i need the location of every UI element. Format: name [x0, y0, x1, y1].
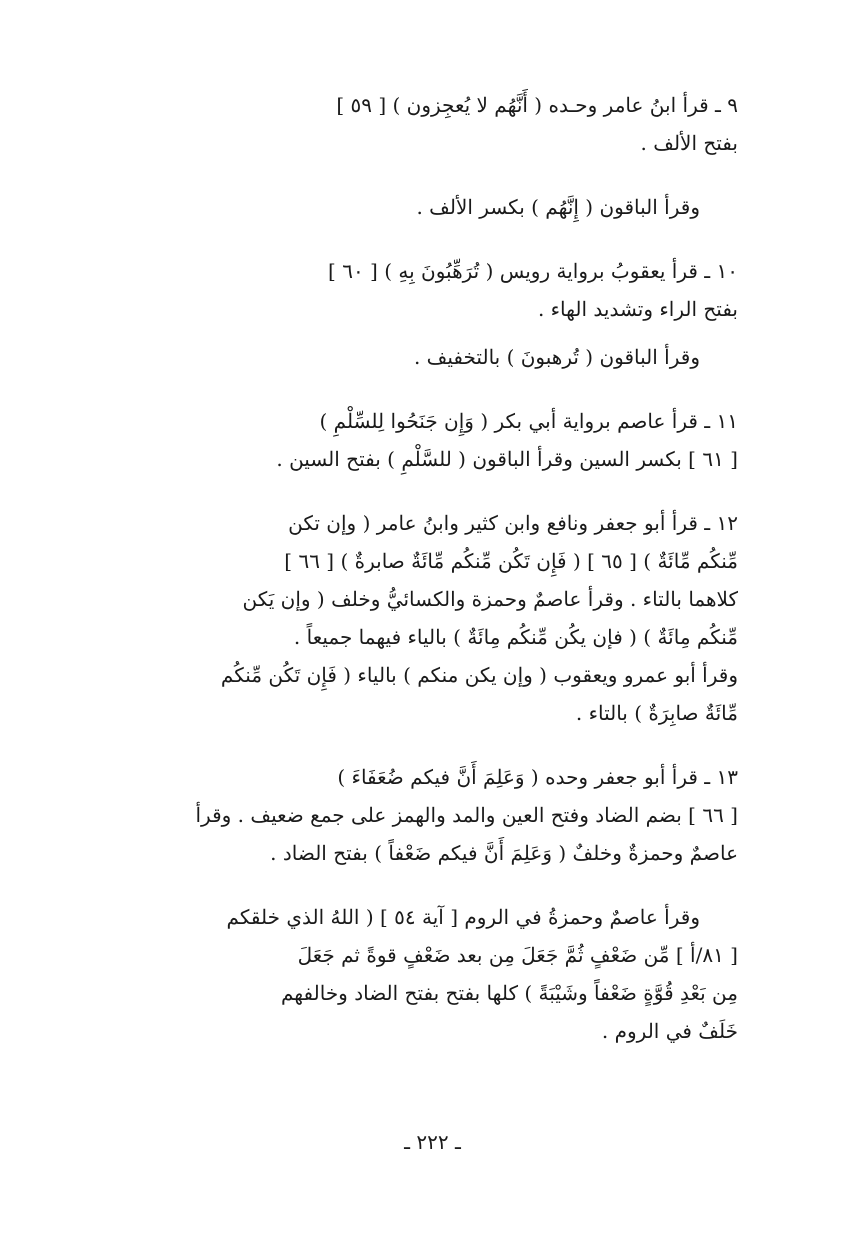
- text-line: وقرأ الباقون ( إِنَّهُم ) بكسر الألف .: [416, 195, 700, 219]
- text-line: وقرأ الباقون ( تُرهبونَ ) بالتخفيف .: [413, 345, 700, 369]
- text-line: وقرأ عاصمٌ وحمزةُ في الروم [ آية ٥٤ ] ( اللهُ الذي خلقكم: [226, 905, 700, 929]
- paragraph-12: [128, 504, 738, 732]
- text-line: [ ٦١ ] بكسر السين وقرأ الباقون ( للسَّلْمِ ) بفتح السين .: [276, 447, 738, 471]
- text-line: بفتح الألف .: [640, 131, 738, 155]
- text-line: [ ٨١/أ ] مِّن ضَعْفٍ ثُمَّ جَعَلَ مِن بعد ضَعْفٍ قوةً ثم جَعَلَ: [297, 943, 738, 967]
- page-number: ـ ٢٢٢ ـ: [404, 1130, 461, 1154]
- paragraph-11: [128, 402, 738, 478]
- text-line: بفتح الراء وتشديد الهاء .: [537, 297, 738, 321]
- text-line: مِّنكُم مِّائَةٌ ) [ ٦٥ ] ( فَإِن تَكُن مِّنكُم مِّائَةٌ صابرةٌ ) [ ٦٦ ]: [284, 549, 738, 573]
- text-line: كلاهما بالتاء . وقرأ عاصمٌ وحمزة والكسائيُّ وخلف ( وإن يَكن: [242, 587, 738, 611]
- page-body: [128, 86, 738, 1050]
- text-line: مِّنكُم مِائَةٌ ) ( فإن يكُن مِّنكُم مِائَةٌ ) بالياء فيهما جميعاً .: [293, 625, 738, 649]
- text-line: خَلَفٌ في الروم .: [601, 1019, 738, 1043]
- text-line: مِن بَعْدِ قُوَّةٍ ضَعْفاً وشَيْبَةً ) كلها بفتح بفتح الضاد وخالفهم: [280, 981, 738, 1005]
- text-line: مِّائَةٌ صابِرَةٌ ) بالتاء .: [575, 701, 738, 725]
- text-line: عاصمٌ وحمزةٌ وخلفٌ ( وَعَلِمَ أَنَّ فيكم ضَعْفاً ) بفتح الضاد .: [270, 841, 738, 865]
- text-line: ١٣ ـ قرأ أبو جعفر وحده ( وَعَلِمَ أَنَّ فيكم ضُعَفَاءَ ): [337, 765, 738, 789]
- paragraph-9-others: [128, 188, 738, 226]
- paragraph-10: [128, 252, 738, 328]
- text-line: [ ٦٦ ] بضم الضاد وفتح العين والمد والهمز على جمع ضعيف . وقرأ: [195, 803, 738, 827]
- paragraph-13-rum: [128, 898, 738, 1050]
- paragraph-10-others: [128, 338, 738, 376]
- text-line: ٩ ـ قرأ ابنُ عامر وحـده ( أَنَّهُم لا يُعجِزون ) [ ٥٩ ]: [336, 93, 738, 117]
- paragraph-13: [128, 758, 738, 872]
- text-line: وقرأ أبو عمرو ويعقوب ( وإن يكن منكم ) بالياء ( فَإِن تَكُن مِّنكُم: [220, 663, 738, 687]
- paragraph-9: [128, 86, 738, 162]
- text-line: ١٠ ـ قرأ يعقوبُ برواية رويس ( تُرَهِّبُونَ بِهِ ) [ ٦٠ ]: [328, 259, 738, 283]
- text-line: ١١ ـ قرأ عاصم برواية أبي بكر ( وَإِن جَنَحُوا لِلسِّلْمِ ): [319, 409, 738, 433]
- text-line: ١٢ ـ قرأ أبو جعفر ونافع وابن كثير وابنُ عامر ( وإن تكن: [288, 511, 738, 535]
